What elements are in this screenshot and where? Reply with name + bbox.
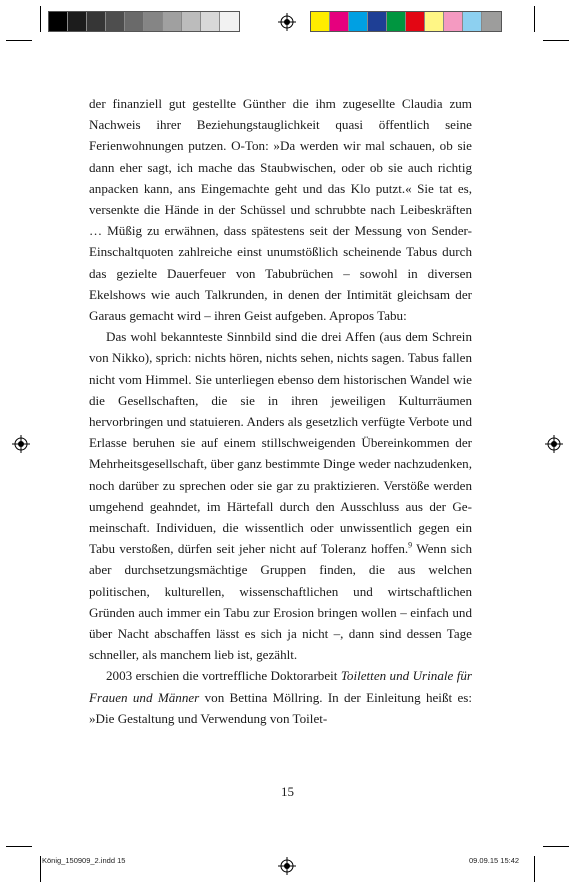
page-number: 15 [281, 784, 294, 799]
color-swatch [87, 12, 106, 31]
color-swatch [311, 12, 330, 31]
crop-mark [6, 40, 32, 41]
process-colorbar [310, 11, 502, 32]
color-swatch [49, 12, 68, 31]
color-swatch [349, 12, 368, 31]
color-swatch [182, 12, 201, 31]
registration-mark-icon [545, 435, 563, 453]
color-swatch [463, 12, 482, 31]
color-swatch [330, 12, 349, 31]
crop-mark [534, 6, 535, 32]
slug-filename: König_150909_2.indd 15 [42, 856, 126, 865]
grayscale-colorbar [48, 11, 240, 32]
color-swatch [68, 12, 87, 31]
color-swatch [482, 12, 501, 31]
color-swatch [406, 12, 425, 31]
crop-mark [6, 846, 32, 847]
paragraph [89, 93, 472, 326]
crop-mark [543, 846, 569, 847]
crop-mark [543, 40, 569, 41]
crop-mark [534, 856, 535, 882]
color-swatch [201, 12, 220, 31]
footnote-ref: 9 [408, 540, 413, 550]
color-swatch [387, 12, 406, 31]
crop-mark [40, 6, 41, 32]
color-swatch [144, 12, 163, 31]
text-run: Das wohl bekannteste Sinnbild sind die drei Affen (aus dem Schrein von Nikko), sprich: nichts hören, nichts sehen, nichts sagen. Tabus fallen nicht vom Himmel. Sie unterliegen ebenso dem historischen Wandel wie die Gesellschaften, die sie in ihren jeweiligen Kulturräumen hervorbringen und statuieren. Anders als gesetzlich verfügte Verbote und Erlasse beruhen sie auf einem stillschweigenden Übereinkommen der Mehrheitsgesellschaft, über ganz bestimmte Dinge weder nachzudenken, noch darüber zu sprechen oder sie gar zu praktizieren. Verstöße werden umgehend geahndet, im Härtefall durch den Ausschluss aus der Gemeinschaft. Individuen, die wissentlich oder unwissentlich gegen ein Tabu verstoßen, dürfen seit jeher nicht auf Toleranz hoffen. [89, 329, 472, 557]
paragraph [89, 326, 472, 665]
color-swatch [125, 12, 144, 31]
color-swatch [106, 12, 125, 31]
color-swatch [163, 12, 182, 31]
registration-mark-icon [12, 435, 30, 453]
crop-mark [40, 856, 41, 882]
slug-timestamp: 09.09.15 15:42 [469, 856, 520, 865]
book-title: Toiletten und Urinale für Frauen und Männer [89, 668, 472, 705]
color-swatch [220, 12, 239, 31]
registration-mark-icon [278, 13, 296, 31]
registration-mark-icon [278, 857, 296, 875]
color-swatch [425, 12, 444, 31]
color-swatch [444, 12, 463, 31]
paragraph [89, 665, 472, 729]
text-run: 2003 erschien die vortreffliche Doktorarbeit [106, 668, 341, 684]
text-run: der finanziell gut gestellte Günther die ihm zugesellte Claudia zum Nachweis ihrer Beziehungstauglichkeit quasi öffentlich seine Ferienwohnungen putzen. O-Ton: »Da werden wir mal schauen, ob sie dann eher sagt, ich mache das Staubwischen, oder ob sie auch richtig anpacken kann, ans Eingemachte geht und das Klo putzt.« Sie tat es, versenkte die Hände in der Schüssel und schrubbte nach Leibeskräften … Müßig zu erwähnen, dass spätestens seit der Messung von Sender-Einschaltquoten zahlreiche einst unumstößlich scheinende Tabus durch das gezielte Dauerfeuer von Tabubrüchen – sowohl in diversen Ekelshows wie auch Talkrunden, in denen der Intimität gleichsam der Garaus gemacht wird – ihren Geist aufgeben. Apropos Tabu: [89, 96, 472, 324]
color-swatch [368, 12, 387, 31]
body-text [89, 93, 472, 729]
text-run: von Bettina Möllring. In der Einleitung heißt es: »Die Gestaltung und Verwendung von Toilet- [89, 689, 472, 726]
text-run: Wenn sich aber durchsetzungsmächtige Gruppen finden, die aus welchen politischen, kulturellen, wissenschaftlichen und wirtschaftlichen Gründen auch immer ein Tabu zur Erosion bringen wollen – einfach und über Nacht abschaffen lässt es sich ja nicht –, dann sind dessen Tage schneller, als manchem lieb ist, gezählt. [89, 541, 472, 663]
